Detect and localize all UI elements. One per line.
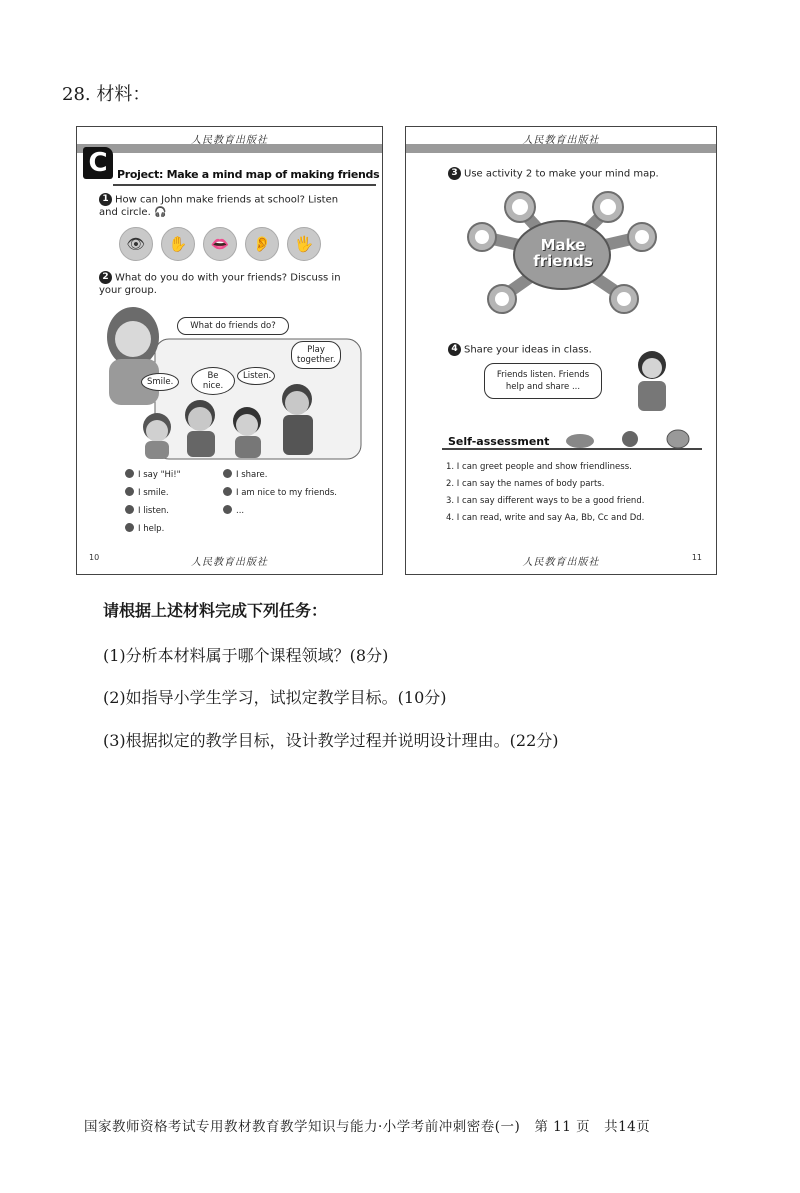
page-footer: 国家教师资格考试专用教材教育教学知识与能力·小学考前冲刺密卷(一) 第 11 页 共14页 [84, 1119, 651, 1135]
speech-bubble-share: Friends listen. Friends help and share ... [484, 363, 602, 399]
step-text: Use activity 2 to make your mind map. [464, 168, 659, 180]
list-item: I help. [125, 523, 181, 535]
list-item: I listen. [125, 505, 181, 517]
speech-bubble-listen: Listen. [237, 367, 275, 385]
tasks-heading: 请根据上述材料完成下列任务： [103, 601, 328, 620]
publisher-mark-bottom: 人民教育出版社 [191, 557, 268, 568]
textbook-page-right [405, 126, 717, 575]
speech-bubble-teacher: What do friends do? [177, 317, 289, 335]
page-number: 10 [89, 553, 100, 562]
step-number: 4 [448, 343, 461, 356]
publisher-mark-top: 人民教育出版社 [191, 135, 268, 146]
question-number: 28. 材料： [62, 84, 151, 105]
list-item: I say "Hi!" [125, 469, 181, 481]
project-title: Project: Make a mind map of making friends [117, 168, 380, 181]
activity-list-col-1 [125, 469, 181, 535]
publisher-mark-bottom: 人民教育出版社 [522, 557, 600, 568]
publisher-mark-top: 人民教育出版社 [522, 135, 600, 146]
sense-icons-row [119, 227, 321, 261]
step-text: How can John make friends at school? Listen and circle. [99, 194, 339, 218]
step-number: 2 [99, 271, 112, 284]
textbook-page-left [76, 126, 383, 575]
task-item: (2)如指导小学生学习，试拟定教学目标。(10分) [103, 688, 447, 707]
headphones-icon: 🎧 [153, 206, 167, 218]
self-assessment-item: 1. I can greet people and show friendliness. [446, 462, 632, 472]
step-3 [448, 167, 659, 181]
step-text: Share your ideas in class. [464, 344, 592, 356]
section-badge: C [83, 147, 113, 179]
step-2 [99, 271, 359, 297]
speech-bubble-be-nice: Be nice. [191, 367, 235, 395]
title-underline [113, 184, 376, 186]
self-assessment-item: 3. I can say different ways to be a good friend. [446, 496, 645, 506]
list-item: I am nice to my friends. [223, 487, 337, 499]
step-text: What do you do with your friends? Discuss in your group. [99, 272, 341, 296]
mind-map-center-label: Make friends [533, 236, 593, 270]
list-item: I share. [223, 469, 337, 481]
task-item: (3)根据拟定的教学目标，设计教学过程并说明设计理由。(22分) [103, 731, 559, 750]
step-number: 1 [99, 193, 112, 206]
boy-illustration [630, 349, 674, 415]
self-assessment-item: 2. I can say the names of body parts. [446, 479, 605, 489]
step-4 [448, 343, 592, 357]
rating-icons [560, 427, 700, 449]
list-item: ... [223, 505, 337, 517]
ear-icon: 👂 [245, 227, 279, 261]
step-number: 3 [448, 167, 461, 180]
speech-bubble-play: Play together. [291, 341, 341, 369]
eye-icon: 👁 [119, 227, 153, 261]
speech-bubble-smile: Smile. [141, 373, 179, 391]
open-hand-icon: 🖐 [287, 227, 321, 261]
self-assessment-title: Self-assessment [448, 435, 550, 448]
task-item: (1)分析本材料属于哪个课程领域？(8分) [103, 646, 389, 665]
step-1 [99, 193, 359, 219]
mouth-icon: 👄 [203, 227, 237, 261]
self-assessment-item: 4. I can read, write and say Aa, Bb, Cc and Dd. [446, 513, 645, 523]
teacher-face [115, 321, 151, 357]
hand-wave-icon: ✋ [161, 227, 195, 261]
activity-list-col-2 [223, 469, 337, 517]
page-number: 11 [691, 553, 702, 562]
self-assessment-list [446, 459, 644, 527]
list-item: I smile. [125, 487, 181, 499]
